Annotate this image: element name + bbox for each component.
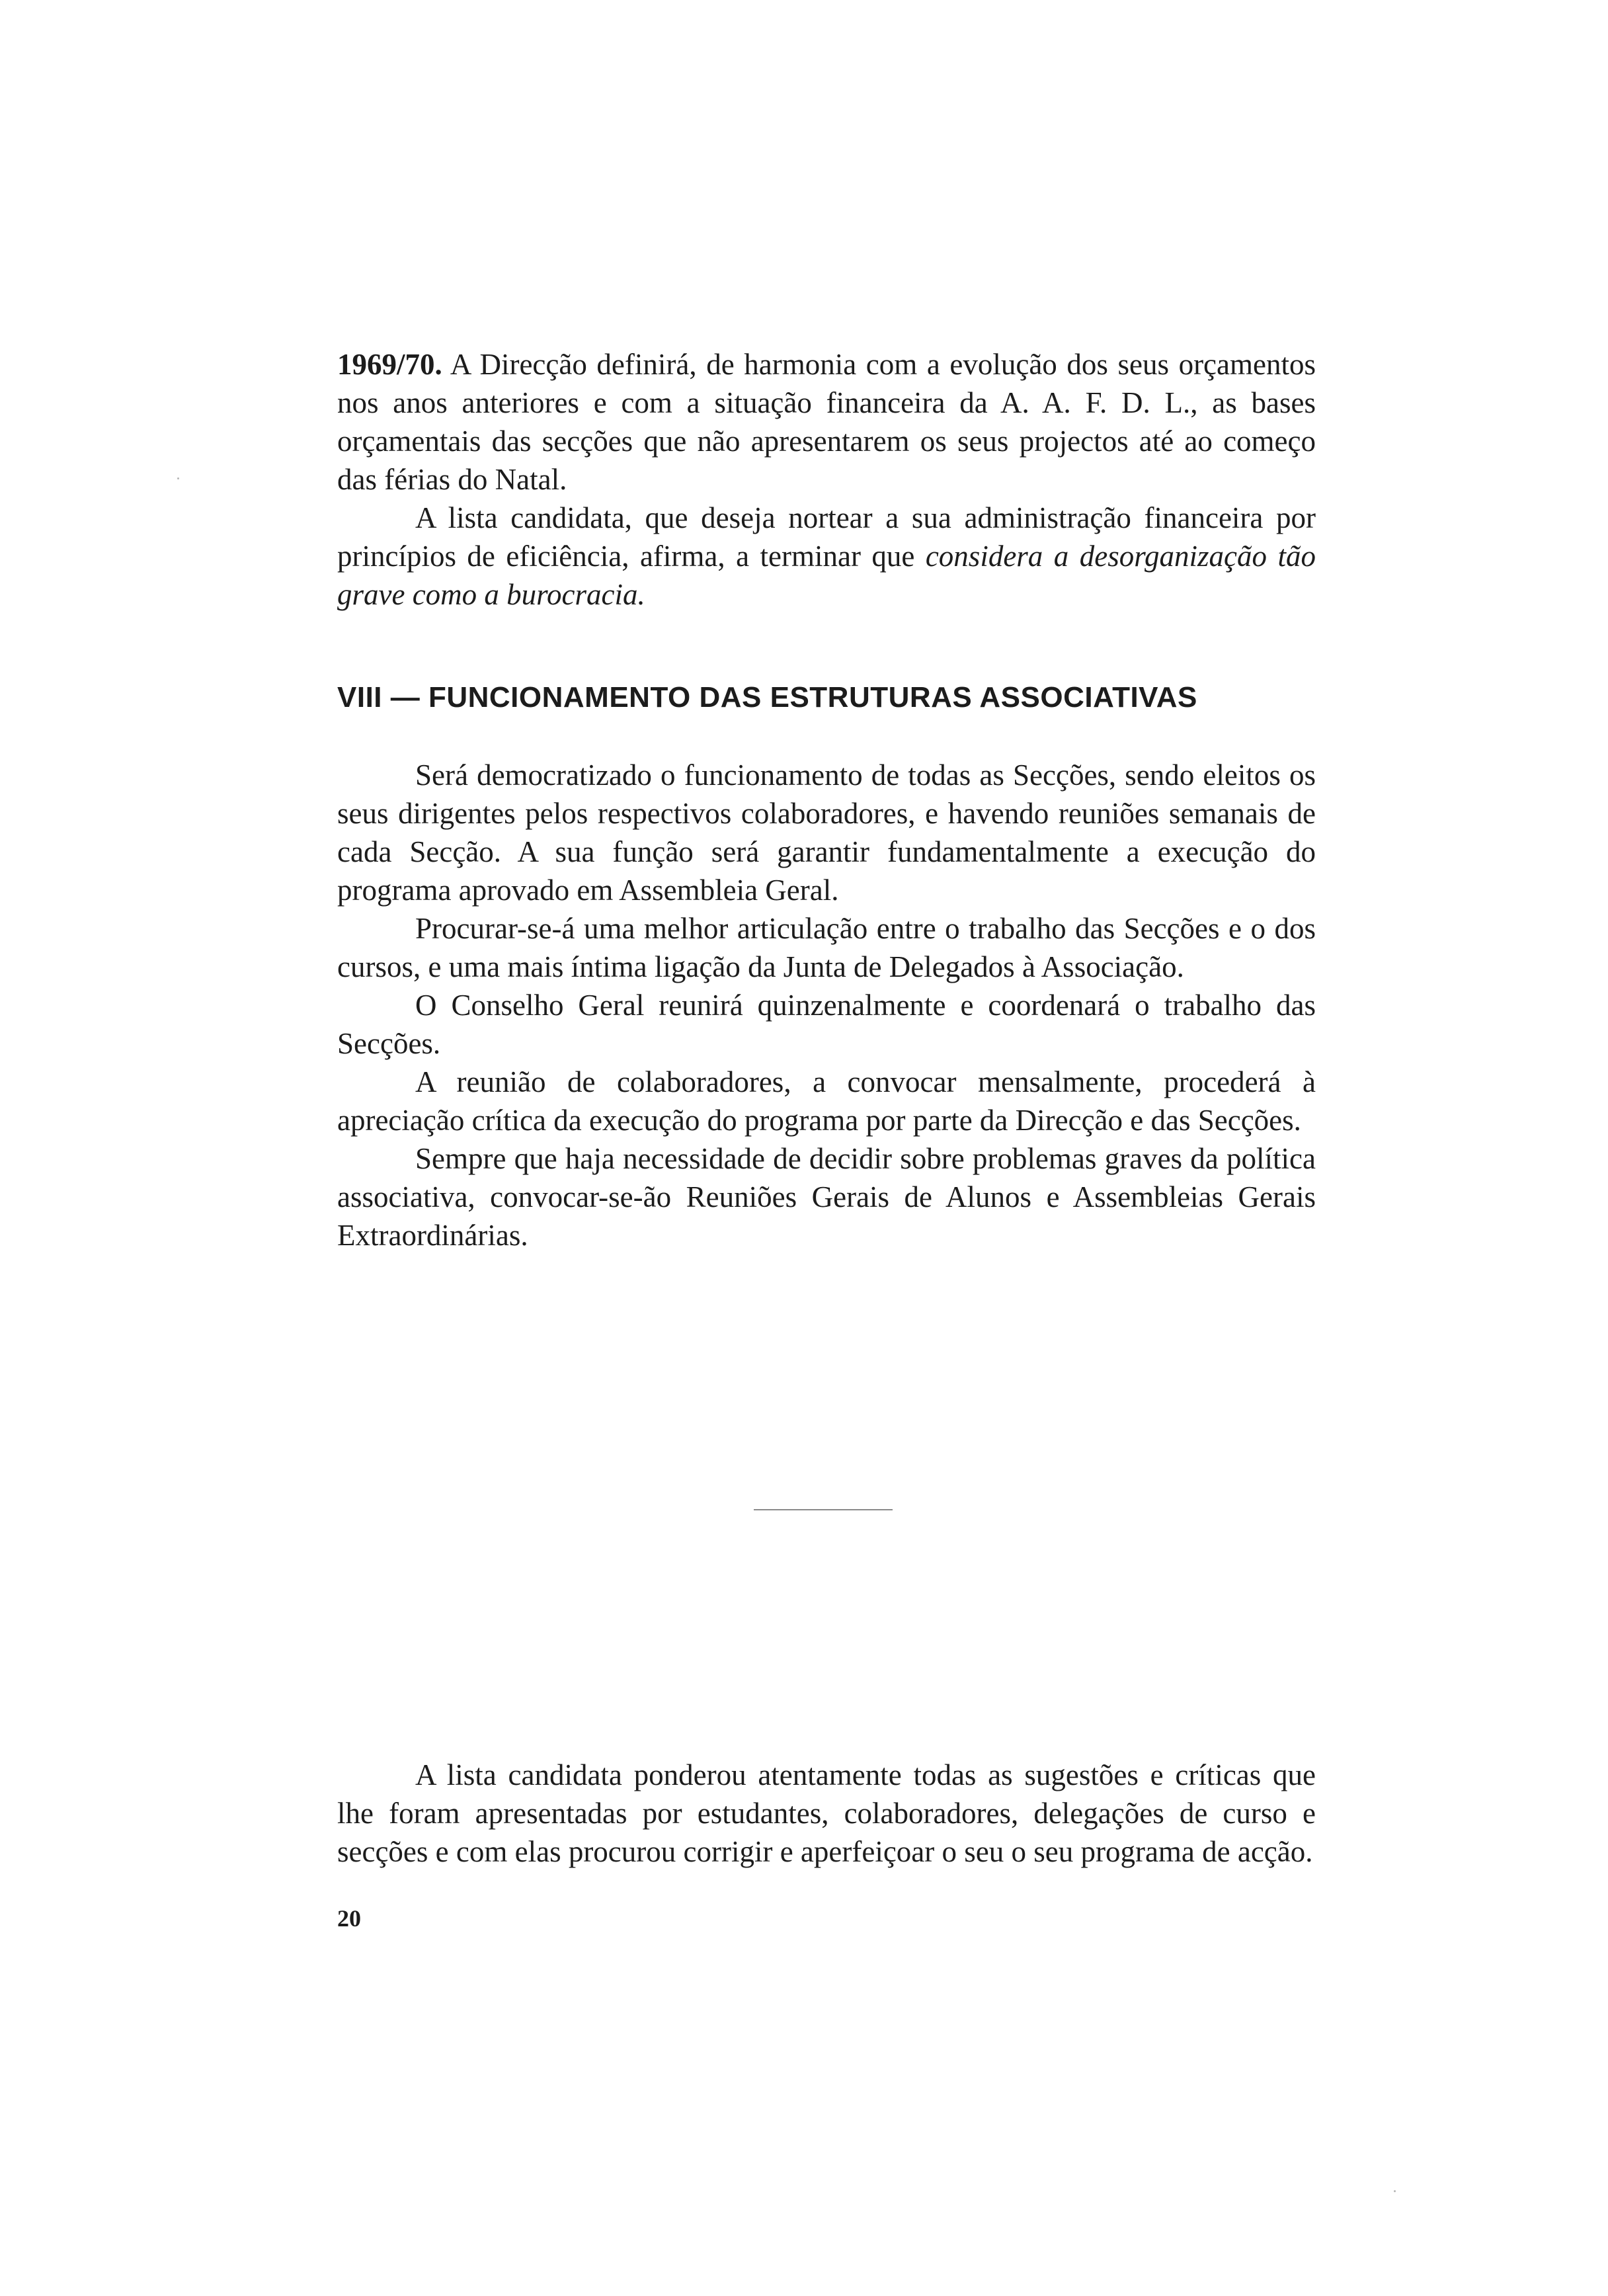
closing-text-block (337, 1756, 1316, 1871)
section-paragraph-5: Sempre que haja necessidade de decidir sobre problemas graves da política associativa, convocar-se-ão Reuniões Gerais de Alunos e Assembleias Gerais Extraordinárias. (337, 1142, 1316, 1252)
intro-paragraph-1-text: A Direcção definirá, de harmonia com a evolução dos seus orçamentos nos anos anteriores e com a situação financeira da A. A. F. D. L., as bases orçamentais das secções que não apresentarem os seus projectos até ao começo das férias do Natal. (337, 348, 1316, 496)
intro-paragraph-2-text: A lista candidata, que deseja nortear a sua administração financeira por princípios de eficiência, afirma, a terminar que (337, 501, 1316, 573)
section-paragraph-4: A reunião de colaboradores, a convocar mensalmente, procederá à apreciação crítica da execução do programa por parte da Direcção e das Secções. (337, 1065, 1316, 1137)
intro-paragraph-2-italic: considera a desorganização tão grave como a burocracia. (337, 540, 1316, 611)
section-paragraph-3: O Conselho Geral reunirá quinzenalmente e coordenará o trabalho das Secções. (337, 989, 1316, 1060)
intro-lead-year: 1969/70. (337, 348, 442, 381)
closing-paragraph: A lista candidata ponderou atentamente todas as sugestões e críticas que lhe foram apresentadas por estudantes, colaboradores, delegações de curso e secções e com elas procurou corrigir e aperfeiçoar o seu o seu programa de acção. (337, 1758, 1316, 1868)
scan-speck (177, 477, 179, 479)
scan-speck (1394, 2190, 1396, 2192)
section-paragraph-1: Será democratizado o funcionamento de todas as Secções, sendo eleitos os seus dirigentes pelos respectivos colaboradores, e havendo reuniões semanais de cada Secção. A sua função será garantir fundamentalmente a execução do programa aprovado em Assembleia Geral. (337, 758, 1316, 907)
section-heading: VIII — FUNCIONAMENTO DAS ESTRUTURAS ASSOCIATIVAS (337, 681, 1197, 714)
section-paragraph-2: Procurar-se-á uma melhor articulação entre o trabalho das Secções e o dos cursos, e uma mais íntima ligação da Junta de Delegados à Associação. (337, 912, 1316, 983)
intro-paragraph-1 (337, 345, 1316, 499)
intro-paragraph-2 (337, 499, 1316, 614)
section-text-block (337, 756, 1316, 1254)
page-number: 20 (337, 1905, 361, 1932)
intro-text-block (337, 345, 1316, 614)
section-divider (754, 1509, 893, 1510)
